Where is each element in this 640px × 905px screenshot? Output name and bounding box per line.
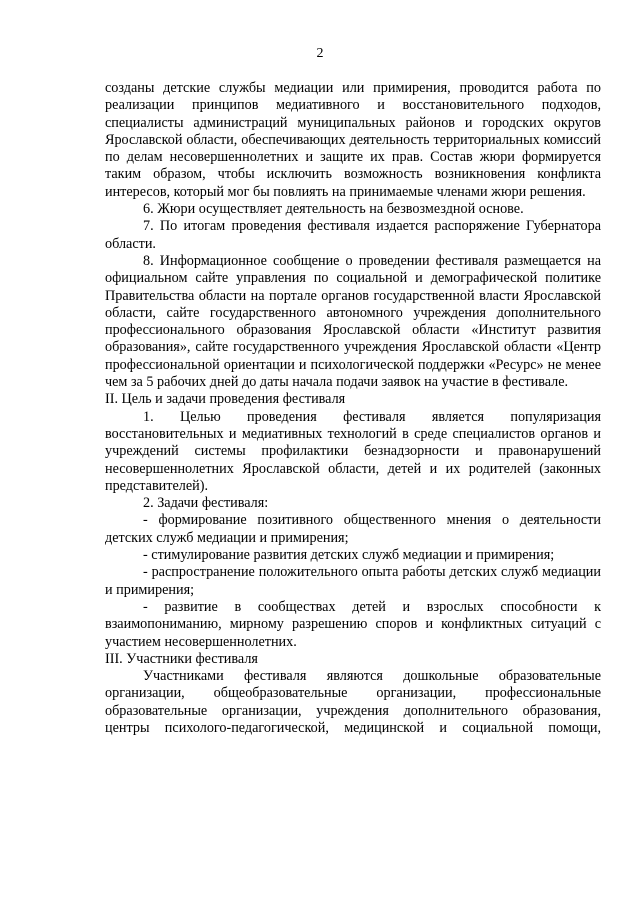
paragraph-tasks-intro: 2. Задачи фестиваля: [143,495,269,512]
document-body [105,80,601,737]
section-2-heading: II. Цель и задачи проведения фестиваля [105,391,346,408]
task-item: - развитие в сообществах детей и взрослых способности к взаимопониманию, мирному разрешению споров и конфликтных ситуаций с участием несовершеннолетних. [105,598,601,650]
task-item: - стимулирование развития детских служб медиации и примирения; [143,547,555,564]
page-number: 2 [316,46,324,61]
paragraph-item-8: 8. Информационное сообщение о проведении фестиваля размещается на официальном сайте управления по социальной и демографической политике Правительства области на портале органов государственной власти Ярославской области, сайте государственного автономного учреждения дополнительного профессионального образования Ярославской области «Институт развития образования», сайте государственного учреждения Ярославской области «Центр профессиональной ориентации и психологической поддержки «Ресурс» не менее чем за 5 рабочих дней до даты начала подачи заявок на участие в фестивале. [105,252,601,391]
section-3-heading: III. Участники фестиваля [105,650,258,667]
task-item: - распространение положительного опыта работы детских служб медиации и примирения; [105,564,601,598]
paragraph-goal: 1. Целью проведения фестиваля является популяризация восстановительных и медиативных технологий в среде специалистов органов и учреждений системы профилактики безнадзорности и правонарушений несовершеннолетних Ярославской области, детей и их родителей (законных представителей). [105,408,601,494]
paragraph-item-7: 7. По итогам проведения фестиваля издается распоряжение Губернатора области. [105,218,601,252]
paragraph-item-6: 6. Жюри осуществляет деятельность на безвозмездной основе. [143,201,524,218]
paragraph-participants: Участниками фестиваля являются дошкольные образовательные организации, общеобразовательные организации, профессиональные образовательные организации, учреждения дополнительного образования, центры психолого-педагогической, медицинской и социальной помощи, [105,668,601,736]
task-item: - формирование позитивного общественного мнения о деятельности детских служб медиации и примирения; [105,512,601,546]
paragraph-continued: созданы детские службы медиации или примирения, проводится работа по реализации принципов медиативного и восстановительного подходов, специалисты администраций муниципальных районов и городских округов Ярославской области, обеспечивающих деятельность территориальных комиссий по делам несовершеннолетних и защите их прав. Состав жюри формируется таким образом, чтобы исключить возможность возникновения конфликта интересов, который мог бы повлиять на принимаемые членами жюри решения. [105,80,601,200]
